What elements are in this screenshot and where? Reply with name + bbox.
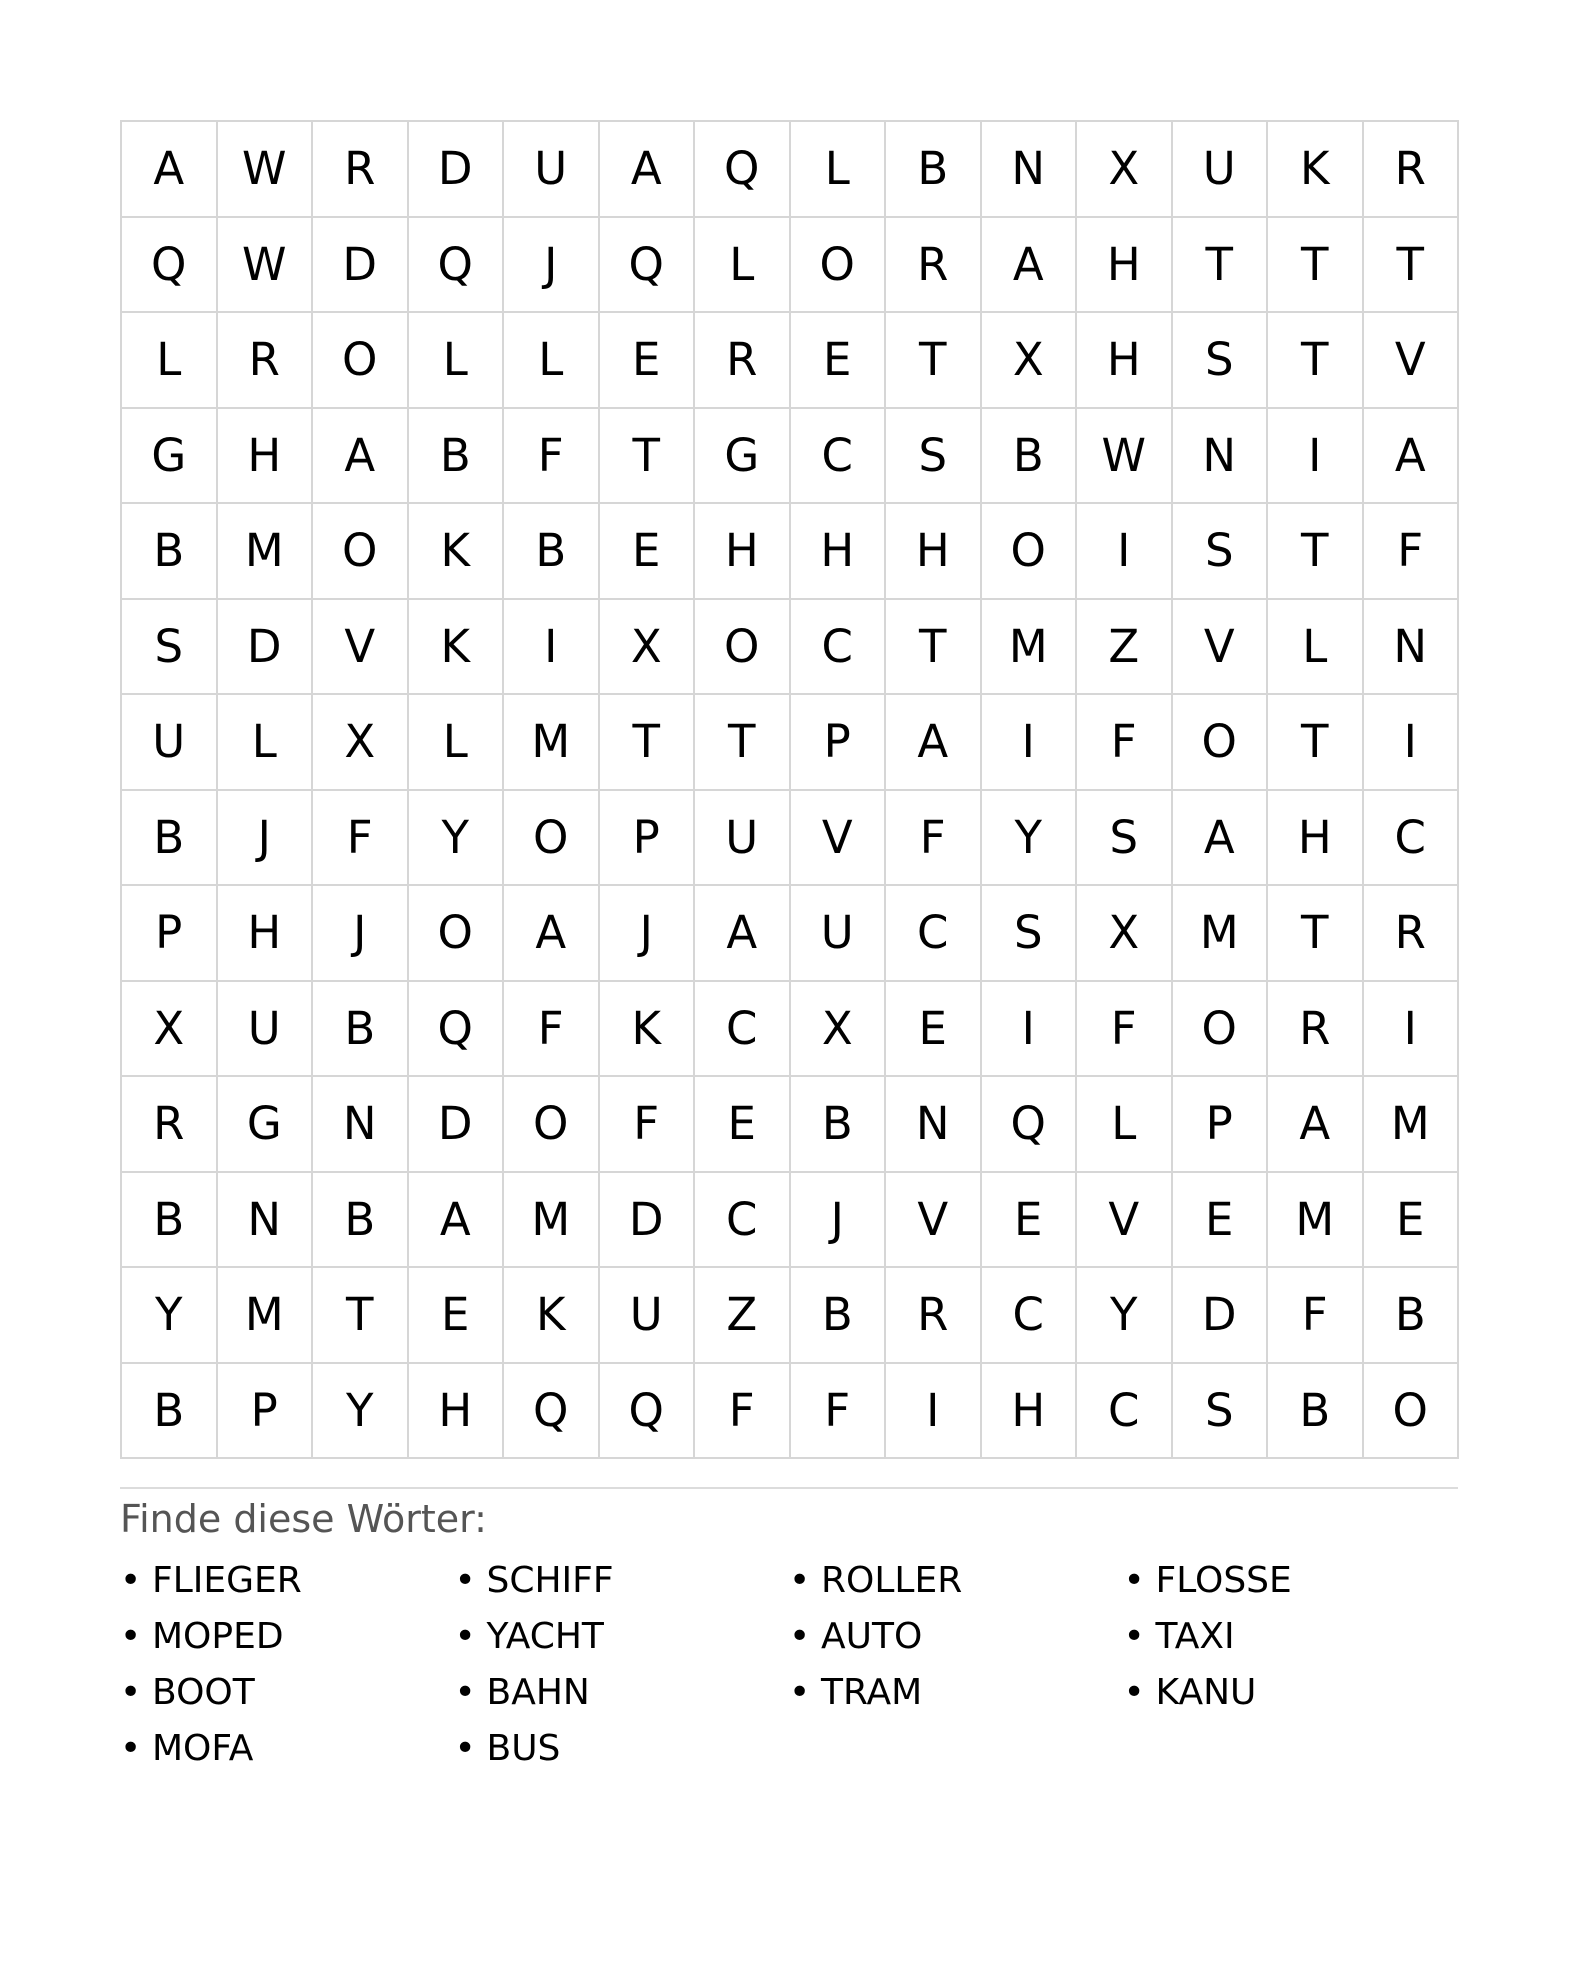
grid-cell[interactable]: R bbox=[218, 313, 314, 409]
grid-cell[interactable]: K bbox=[1268, 122, 1364, 218]
bullet-icon: • bbox=[454, 1615, 476, 1657]
grid-cell[interactable]: I bbox=[1364, 982, 1460, 1078]
grid-cell[interactable]: S bbox=[1077, 791, 1173, 887]
word-list-item bbox=[120, 1721, 455, 1777]
grid-cell[interactable]: S bbox=[122, 600, 218, 696]
grid-cell[interactable]: P bbox=[600, 791, 696, 887]
grid-cell[interactable]: A bbox=[504, 886, 600, 982]
grid-cell[interactable]: J bbox=[218, 791, 314, 887]
grid-cell[interactable]: C bbox=[695, 982, 791, 1078]
word-list-item bbox=[1124, 1553, 1459, 1609]
grid-cell[interactable]: H bbox=[695, 504, 791, 600]
grid-cell[interactable]: Q bbox=[600, 218, 696, 314]
grid-cell[interactable]: H bbox=[1077, 218, 1173, 314]
grid-cell[interactable]: O bbox=[504, 791, 600, 887]
grid-cell[interactable]: W bbox=[218, 218, 314, 314]
grid-cell[interactable]: T bbox=[886, 313, 982, 409]
grid-cell[interactable]: H bbox=[1077, 313, 1173, 409]
grid-cell[interactable]: B bbox=[409, 409, 505, 505]
grid-cell[interactable]: W bbox=[1077, 409, 1173, 505]
grid-cell[interactable]: J bbox=[791, 1173, 887, 1269]
grid-cell[interactable]: J bbox=[504, 218, 600, 314]
grid-cell[interactable]: F bbox=[504, 982, 600, 1078]
grid-cell[interactable]: I bbox=[1364, 695, 1460, 791]
grid-cell[interactable]: E bbox=[791, 313, 887, 409]
grid-cell[interactable]: I bbox=[1268, 409, 1364, 505]
word-list bbox=[120, 1553, 1458, 1777]
grid-cell[interactable]: T bbox=[313, 1268, 409, 1364]
grid-cell[interactable]: Q bbox=[409, 218, 505, 314]
word-list-item bbox=[455, 1553, 790, 1609]
grid-cell[interactable]: E bbox=[1173, 1173, 1269, 1269]
bullet-icon: • bbox=[454, 1671, 476, 1713]
grid-cell[interactable]: X bbox=[982, 313, 1078, 409]
grid-cell[interactable]: H bbox=[409, 1364, 505, 1460]
grid-cell[interactable]: R bbox=[1364, 122, 1460, 218]
grid-cell[interactable]: P bbox=[791, 695, 887, 791]
grid-cell[interactable]: Q bbox=[982, 1077, 1078, 1173]
grid-cell[interactable]: T bbox=[1268, 695, 1364, 791]
grid-cell[interactable]: A bbox=[695, 886, 791, 982]
grid-cell[interactable]: V bbox=[1364, 313, 1460, 409]
grid-cell[interactable]: I bbox=[982, 982, 1078, 1078]
grid-cell[interactable]: A bbox=[313, 409, 409, 505]
grid-cell[interactable]: Q bbox=[695, 122, 791, 218]
grid-cell[interactable]: S bbox=[1173, 313, 1269, 409]
grid-cell[interactable]: G bbox=[122, 409, 218, 505]
word-list-item bbox=[1124, 1665, 1459, 1721]
grid-cell[interactable]: T bbox=[1173, 218, 1269, 314]
grid-cell[interactable]: F bbox=[791, 1364, 887, 1460]
grid-cell[interactable]: Y bbox=[409, 791, 505, 887]
grid-cell[interactable]: U bbox=[218, 982, 314, 1078]
grid-cell[interactable]: S bbox=[886, 409, 982, 505]
grid-cell[interactable]: A bbox=[600, 122, 696, 218]
bullet-icon: • bbox=[789, 1559, 811, 1601]
grid-cell[interactable]: E bbox=[409, 1268, 505, 1364]
grid-cell[interactable]: Q bbox=[600, 1364, 696, 1460]
grid-cell[interactable]: T bbox=[600, 409, 696, 505]
grid-cell[interactable]: R bbox=[886, 218, 982, 314]
grid-cell[interactable]: O bbox=[1173, 695, 1269, 791]
word-list-item bbox=[1124, 1609, 1459, 1665]
grid-cell[interactable]: V bbox=[313, 600, 409, 696]
bullet-icon: • bbox=[120, 1671, 142, 1713]
grid-cell[interactable]: E bbox=[982, 1173, 1078, 1269]
grid-cell[interactable]: M bbox=[982, 600, 1078, 696]
grid-cell[interactable]: C bbox=[791, 600, 887, 696]
grid-cell[interactable]: M bbox=[504, 1173, 600, 1269]
word-list-item bbox=[120, 1553, 455, 1609]
grid-cell[interactable]: B bbox=[1364, 1268, 1460, 1364]
grid-cell[interactable]: R bbox=[1364, 886, 1460, 982]
grid-cell[interactable]: H bbox=[982, 1364, 1078, 1460]
grid-cell[interactable]: G bbox=[695, 409, 791, 505]
bullet-icon: • bbox=[120, 1559, 142, 1601]
grid-cell[interactable]: D bbox=[1173, 1268, 1269, 1364]
grid-cell[interactable]: E bbox=[695, 1077, 791, 1173]
grid-cell[interactable]: L bbox=[1077, 1077, 1173, 1173]
grid-cell[interactable]: B bbox=[791, 1268, 887, 1364]
grid-cell[interactable]: Y bbox=[1077, 1268, 1173, 1364]
grid-cell[interactable]: T bbox=[1364, 218, 1460, 314]
word-search-puzzle bbox=[120, 120, 1458, 1777]
grid-cell[interactable]: H bbox=[1268, 791, 1364, 887]
grid-cell[interactable]: S bbox=[982, 886, 1078, 982]
bullet-icon: • bbox=[120, 1615, 142, 1657]
grid-cell[interactable]: F bbox=[313, 791, 409, 887]
word-label: SCHIFF bbox=[486, 1559, 614, 1601]
word-label: TRAM bbox=[821, 1671, 923, 1713]
grid-cell[interactable]: L bbox=[695, 218, 791, 314]
word-list-item bbox=[455, 1721, 790, 1777]
grid-cell[interactable]: B bbox=[791, 1077, 887, 1173]
grid-cell[interactable]: X bbox=[313, 695, 409, 791]
grid-cell[interactable]: S bbox=[1173, 504, 1269, 600]
divider bbox=[120, 1487, 1458, 1489]
grid-cell[interactable]: V bbox=[791, 791, 887, 887]
grid-cell[interactable]: Q bbox=[409, 982, 505, 1078]
grid-cell[interactable]: A bbox=[409, 1173, 505, 1269]
bullet-icon: • bbox=[789, 1671, 811, 1713]
grid-cell[interactable]: O bbox=[695, 600, 791, 696]
grid-cell[interactable]: X bbox=[791, 982, 887, 1078]
grid-cell[interactable]: U bbox=[791, 886, 887, 982]
grid-cell[interactable]: A bbox=[1364, 409, 1460, 505]
grid-cell[interactable]: A bbox=[1173, 791, 1269, 887]
bullet-icon: • bbox=[1123, 1615, 1145, 1657]
grid-cell[interactable]: M bbox=[1173, 886, 1269, 982]
grid-cell[interactable]: M bbox=[1364, 1077, 1460, 1173]
grid-cell[interactable]: V bbox=[886, 1173, 982, 1269]
word-label: BOOT bbox=[152, 1671, 255, 1713]
grid-cell[interactable]: Q bbox=[504, 1364, 600, 1460]
grid-cell[interactable]: E bbox=[886, 982, 982, 1078]
bullet-icon: • bbox=[789, 1615, 811, 1657]
grid-cell[interactable]: E bbox=[600, 313, 696, 409]
word-label: FLOSSE bbox=[1155, 1559, 1292, 1601]
word-label: BAHN bbox=[486, 1671, 590, 1713]
grid-cell[interactable]: M bbox=[1268, 1173, 1364, 1269]
word-list-item bbox=[789, 1665, 1124, 1721]
grid-cell[interactable]: S bbox=[1173, 1364, 1269, 1460]
grid-cell[interactable]: O bbox=[409, 886, 505, 982]
grid-cell[interactable]: O bbox=[791, 218, 887, 314]
grid-cell[interactable]: U bbox=[1173, 122, 1269, 218]
grid-cell[interactable]: R bbox=[313, 122, 409, 218]
word-list-item bbox=[789, 1609, 1124, 1665]
grid-cell[interactable]: X bbox=[600, 600, 696, 696]
grid-cell[interactable]: O bbox=[313, 313, 409, 409]
bullet-icon: • bbox=[454, 1559, 476, 1601]
grid-cell[interactable]: N bbox=[218, 1173, 314, 1269]
grid-cell[interactable]: B bbox=[313, 1173, 409, 1269]
word-label: BUS bbox=[486, 1727, 561, 1769]
grid-cell[interactable]: K bbox=[504, 1268, 600, 1364]
grid-cell[interactable]: O bbox=[982, 504, 1078, 600]
grid-cell[interactable]: P bbox=[122, 886, 218, 982]
grid-cell[interactable]: C bbox=[982, 1268, 1078, 1364]
grid-cell[interactable]: L bbox=[1268, 600, 1364, 696]
grid-cell[interactable]: O bbox=[1364, 1364, 1460, 1460]
word-list-item bbox=[455, 1665, 790, 1721]
grid-cell[interactable]: U bbox=[122, 695, 218, 791]
word-list-heading: Finde diese Wörter: bbox=[120, 1497, 487, 1541]
grid-cell[interactable]: E bbox=[1364, 1173, 1460, 1269]
grid-cell[interactable]: F bbox=[1077, 982, 1173, 1078]
grid-cell[interactable]: H bbox=[218, 886, 314, 982]
grid-cell[interactable]: R bbox=[886, 1268, 982, 1364]
grid-cell[interactable]: C bbox=[886, 886, 982, 982]
grid-cell[interactable]: C bbox=[1077, 1364, 1173, 1460]
grid-cell[interactable]: L bbox=[122, 313, 218, 409]
grid-cell[interactable]: F bbox=[886, 791, 982, 887]
grid-cell[interactable]: N bbox=[1364, 600, 1460, 696]
grid-cell[interactable]: P bbox=[218, 1364, 314, 1460]
word-list-item bbox=[789, 1553, 1124, 1609]
word-label: MOFA bbox=[152, 1727, 254, 1769]
grid-cell[interactable]: Y bbox=[122, 1268, 218, 1364]
bullet-icon: • bbox=[1123, 1559, 1145, 1601]
word-list-item bbox=[455, 1609, 790, 1665]
grid-cell[interactable]: B bbox=[504, 504, 600, 600]
grid-cell[interactable]: Y bbox=[313, 1364, 409, 1460]
grid-cell[interactable]: I bbox=[1077, 504, 1173, 600]
grid-cell[interactable]: R bbox=[122, 1077, 218, 1173]
grid-cell[interactable]: N bbox=[313, 1077, 409, 1173]
grid-cell[interactable]: V bbox=[1173, 600, 1269, 696]
grid-cell[interactable]: D bbox=[600, 1173, 696, 1269]
word-label: ROLLER bbox=[821, 1559, 963, 1601]
grid-cell[interactable]: D bbox=[409, 1077, 505, 1173]
grid-cell[interactable]: U bbox=[600, 1268, 696, 1364]
grid-cell[interactable]: F bbox=[504, 409, 600, 505]
grid-cell[interactable]: I bbox=[886, 1364, 982, 1460]
grid-cell[interactable]: F bbox=[1268, 1268, 1364, 1364]
word-label: YACHT bbox=[486, 1615, 604, 1657]
grid-cell[interactable]: Z bbox=[695, 1268, 791, 1364]
grid-cell[interactable]: L bbox=[409, 695, 505, 791]
grid-cell[interactable]: R bbox=[1268, 982, 1364, 1078]
grid-cell[interactable]: F bbox=[600, 1077, 696, 1173]
grid-cell[interactable]: T bbox=[1268, 218, 1364, 314]
word-label: AUTO bbox=[821, 1615, 923, 1657]
grid-cell[interactable]: O bbox=[504, 1077, 600, 1173]
word-label: TAXI bbox=[1155, 1615, 1235, 1657]
grid-cell[interactable]: I bbox=[982, 695, 1078, 791]
grid-cell[interactable]: T bbox=[1268, 504, 1364, 600]
grid-cell[interactable]: U bbox=[504, 122, 600, 218]
grid-cell[interactable]: C bbox=[791, 409, 887, 505]
word-list-item bbox=[120, 1665, 455, 1721]
grid-cell[interactable]: N bbox=[982, 122, 1078, 218]
grid-cell[interactable]: H bbox=[886, 504, 982, 600]
grid-cell[interactable]: L bbox=[504, 313, 600, 409]
grid-cell[interactable]: M bbox=[504, 695, 600, 791]
grid-cell[interactable]: B bbox=[122, 791, 218, 887]
grid-cell[interactable]: X bbox=[1077, 122, 1173, 218]
grid-cell[interactable]: E bbox=[600, 504, 696, 600]
grid-cell[interactable]: I bbox=[504, 600, 600, 696]
grid-cell[interactable]: B bbox=[122, 504, 218, 600]
grid-cell[interactable]: T bbox=[600, 695, 696, 791]
letter-grid bbox=[120, 120, 1459, 1459]
grid-cell[interactable]: B bbox=[313, 982, 409, 1078]
grid-cell[interactable]: K bbox=[600, 982, 696, 1078]
grid-cell[interactable]: T bbox=[695, 695, 791, 791]
grid-cell[interactable]: B bbox=[122, 1364, 218, 1460]
grid-cell[interactable]: O bbox=[313, 504, 409, 600]
grid-cell[interactable]: B bbox=[886, 122, 982, 218]
grid-cell[interactable]: X bbox=[1077, 886, 1173, 982]
grid-cell[interactable]: R bbox=[695, 313, 791, 409]
grid-cell[interactable]: M bbox=[218, 504, 314, 600]
grid-cell[interactable]: C bbox=[1364, 791, 1460, 887]
grid-cell[interactable]: B bbox=[982, 409, 1078, 505]
grid-cell[interactable]: F bbox=[1077, 695, 1173, 791]
grid-cell[interactable]: Z bbox=[1077, 600, 1173, 696]
grid-cell[interactable]: V bbox=[1077, 1173, 1173, 1269]
grid-cell[interactable]: A bbox=[1268, 1077, 1364, 1173]
grid-cell[interactable]: X bbox=[122, 982, 218, 1078]
grid-cell[interactable]: H bbox=[218, 409, 314, 505]
word-label: MOPED bbox=[152, 1615, 284, 1657]
grid-cell[interactable]: U bbox=[695, 791, 791, 887]
word-label: KANU bbox=[1155, 1671, 1257, 1713]
grid-cell[interactable]: L bbox=[791, 122, 887, 218]
grid-cell[interactable]: F bbox=[695, 1364, 791, 1460]
grid-cell[interactable]: T bbox=[1268, 886, 1364, 982]
word-label: FLIEGER bbox=[152, 1559, 302, 1601]
grid-cell[interactable]: D bbox=[313, 218, 409, 314]
grid-cell[interactable]: L bbox=[409, 313, 505, 409]
grid-cell[interactable]: Y bbox=[982, 791, 1078, 887]
grid-cell[interactable]: F bbox=[1364, 504, 1460, 600]
grid-cell[interactable]: K bbox=[409, 600, 505, 696]
word-list-item bbox=[120, 1609, 455, 1665]
grid-cell[interactable]: O bbox=[1173, 982, 1269, 1078]
bullet-icon: • bbox=[120, 1727, 142, 1769]
grid-cell[interactable]: W bbox=[218, 122, 314, 218]
grid-cell[interactable]: D bbox=[218, 600, 314, 696]
grid-cell[interactable]: Q bbox=[122, 218, 218, 314]
grid-cell[interactable]: B bbox=[122, 1173, 218, 1269]
bullet-icon: • bbox=[1123, 1671, 1145, 1713]
grid-cell[interactable]: N bbox=[1173, 409, 1269, 505]
grid-cell[interactable]: K bbox=[409, 504, 505, 600]
grid-cell[interactable]: A bbox=[122, 122, 218, 218]
grid-cell[interactable]: C bbox=[695, 1173, 791, 1269]
grid-cell[interactable]: J bbox=[600, 886, 696, 982]
grid-cell[interactable]: N bbox=[886, 1077, 982, 1173]
grid-cell[interactable]: M bbox=[218, 1268, 314, 1364]
grid-cell[interactable]: T bbox=[1268, 313, 1364, 409]
grid-cell[interactable]: G bbox=[218, 1077, 314, 1173]
bullet-icon: • bbox=[454, 1727, 476, 1769]
grid-cell[interactable]: H bbox=[791, 504, 887, 600]
grid-cell[interactable]: P bbox=[1173, 1077, 1269, 1173]
grid-cell[interactable]: B bbox=[1268, 1364, 1364, 1460]
grid-cell[interactable]: A bbox=[982, 218, 1078, 314]
grid-cell[interactable]: D bbox=[409, 122, 505, 218]
grid-cell[interactable]: A bbox=[886, 695, 982, 791]
grid-cell[interactable]: T bbox=[886, 600, 982, 696]
grid-cell[interactable]: J bbox=[313, 886, 409, 982]
grid-cell[interactable]: L bbox=[218, 695, 314, 791]
